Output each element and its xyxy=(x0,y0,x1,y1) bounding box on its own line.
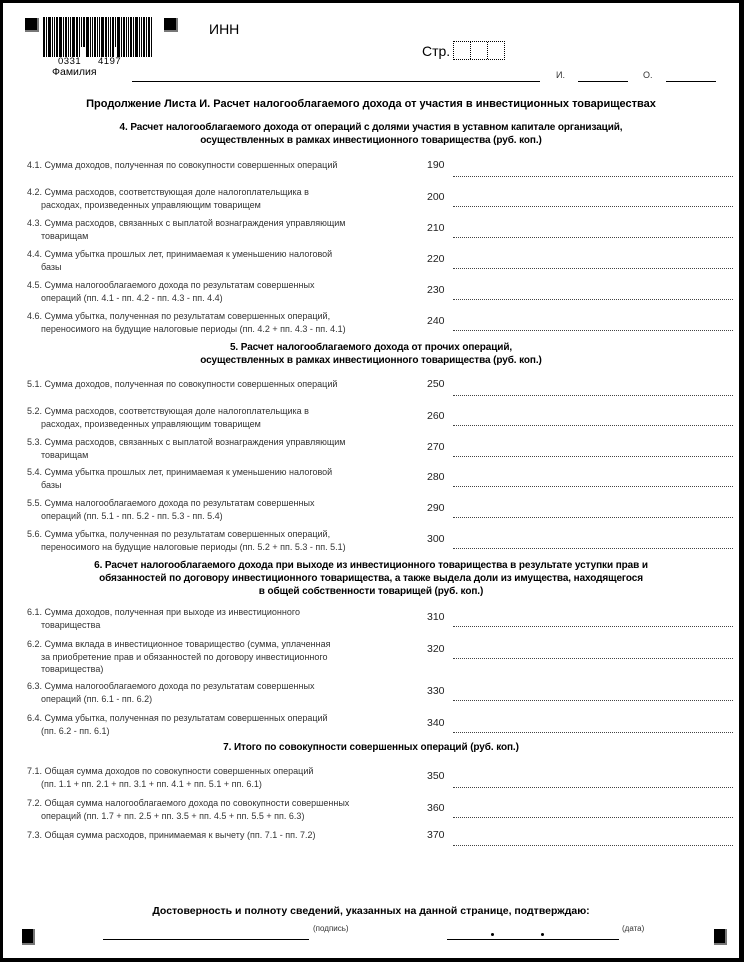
row-label-line: за приобретение прав и обязанностей по договору инвестиционного xyxy=(41,651,328,662)
form-row-270 xyxy=(3,436,739,466)
row-label xyxy=(27,528,397,553)
row-value-field[interactable] xyxy=(453,425,733,426)
barcode-digits-right: 4197 xyxy=(98,56,122,67)
row-label-line: 4.2. Сумма расходов, соответствующая доле налогоплательщика в xyxy=(27,187,309,197)
row-code: 340 xyxy=(427,717,445,729)
row-code: 220 xyxy=(427,253,445,265)
form-row-340 xyxy=(3,712,739,742)
row-label-line: 6.3. Сумма налогооблагаемого дохода по результатам совершенных xyxy=(27,681,315,691)
row-code: 200 xyxy=(427,191,445,203)
form-row-320 xyxy=(3,638,739,674)
row-value-field[interactable] xyxy=(453,845,733,846)
row-label-line: товарищества xyxy=(41,619,101,630)
row-value-field[interactable] xyxy=(453,206,733,207)
row-value-field[interactable] xyxy=(453,732,733,733)
date-separator-dot xyxy=(491,933,494,936)
row-code: 360 xyxy=(427,802,445,814)
row-label-line: (пп. 6.2 - пп. 6.1) xyxy=(41,725,110,736)
row-label-line: операций (пп. 5.1 - пп. 5.2 - пп. 5.3 - пп. 5.4) xyxy=(41,510,223,521)
row-code: 350 xyxy=(427,770,445,782)
date-field[interactable] xyxy=(447,939,619,940)
section-4-title xyxy=(3,121,739,147)
page-number-field[interactable] xyxy=(453,41,505,60)
form-row-350 xyxy=(3,765,739,795)
row-label-line: 4.1. Сумма доходов, полученная по совокупности совершенных операций xyxy=(27,160,338,170)
row-label xyxy=(27,797,397,822)
row-label-line: 4.6. Сумма убытка, полученная по результатам совершенных операций, xyxy=(27,311,331,321)
row-label xyxy=(27,712,397,737)
form-row-360 xyxy=(3,797,739,827)
row-code: 300 xyxy=(427,533,445,545)
row-value-field[interactable] xyxy=(453,548,733,549)
registration-marker-bottom-left xyxy=(22,929,35,945)
row-label-line: товарищества) xyxy=(41,664,104,674)
row-label-line: переносимого на будущие налоговые периоды (пп. 4.2 + пп. 4.3 - пп. 4.1) xyxy=(41,323,346,334)
date-label: (дата) xyxy=(622,924,645,933)
row-label xyxy=(27,765,397,790)
row-code: 230 xyxy=(427,284,445,296)
row-label-line: операций (пп. 1.7 + пп. 2.5 + пп. 3.5 + пп. 4.5 + пп. 5.5 + пп. 6.3) xyxy=(41,810,305,821)
registration-marker-bottom-right xyxy=(714,929,727,945)
row-label xyxy=(27,310,397,335)
row-code: 260 xyxy=(427,410,445,422)
row-label-line: 7.3. Общая сумма расходов, принимаемая к вычету (пп. 7.1 - пп. 7.2) xyxy=(27,830,316,840)
tax-form-page xyxy=(3,3,739,958)
row-label-line: операций (пп. 6.1 - пп. 6.2) xyxy=(41,693,153,704)
row-value-field[interactable] xyxy=(453,237,733,238)
date-separator-dot xyxy=(541,933,544,936)
row-label-line: 5.2. Сумма расходов, соответствующая доле налогоплательщика в xyxy=(27,406,309,416)
row-value-field[interactable] xyxy=(453,395,733,396)
row-label xyxy=(27,248,397,273)
row-label xyxy=(27,159,397,172)
row-code: 280 xyxy=(427,471,445,483)
row-code: 310 xyxy=(427,611,445,623)
row-label-line: базы xyxy=(41,479,62,490)
form-row-300 xyxy=(3,528,739,558)
form-row-220 xyxy=(3,248,739,278)
form-row-260 xyxy=(3,405,739,435)
row-value-field[interactable] xyxy=(453,330,733,331)
row-value-field[interactable] xyxy=(453,626,733,627)
row-label xyxy=(27,405,397,430)
registration-marker-top-left xyxy=(25,18,39,32)
form-row-370 xyxy=(3,829,739,859)
registration-marker-top-center xyxy=(164,18,178,32)
section-title-line: 6. Расчет налогооблагаемого дохода при выходе из инвестиционного товарищества в результате уступки прав и xyxy=(94,560,648,571)
name-initial-label: И. xyxy=(556,70,565,80)
signature-label: (подпись) xyxy=(313,924,349,933)
barcode-digits-left: 0331 xyxy=(58,56,82,67)
row-label-line: 5.1. Сумма доходов, полученная по совокупности совершенных операций xyxy=(27,379,338,389)
row-value-field[interactable] xyxy=(453,268,733,269)
name-initial-field[interactable] xyxy=(578,81,628,82)
row-label-line: 4.3. Сумма расходов, связанных с выплатой вознаграждения управляющим xyxy=(27,218,346,228)
form-row-310 xyxy=(3,606,739,636)
page-number-label: Стр. xyxy=(422,43,451,59)
row-label-line: товарищам xyxy=(41,449,89,460)
form-row-230 xyxy=(3,279,739,309)
row-label xyxy=(27,466,397,491)
row-value-field[interactable] xyxy=(453,787,733,788)
row-code: 370 xyxy=(427,829,445,841)
inn-label: ИНН xyxy=(209,21,240,37)
section-title-line: обязанностей по договору инвестиционного товарищества, а также выдела доли из имущества, находящегося xyxy=(99,573,643,584)
form-row-240 xyxy=(3,310,739,340)
row-label xyxy=(27,217,397,242)
section-title-line: в общей собственности товарищей (руб. коп.) xyxy=(258,586,484,597)
row-label xyxy=(27,186,397,211)
row-value-field[interactable] xyxy=(453,817,733,818)
row-value-field[interactable] xyxy=(453,658,733,659)
row-code: 270 xyxy=(427,441,445,453)
row-code: 210 xyxy=(427,222,445,234)
row-value-field[interactable] xyxy=(453,176,733,177)
confirmation-text: Достоверность и полноту сведений, указанных на данной странице, подтверждаю: xyxy=(152,905,590,917)
form-row-280 xyxy=(3,466,739,496)
row-label xyxy=(27,497,397,522)
row-label-line: 7.2. Общая сумма налогооблагаемого дохода по совокупности совершенных xyxy=(27,798,350,808)
row-code: 250 xyxy=(427,378,445,390)
row-label-line: 6.1. Сумма доходов, полученная при выходе из инвестиционного xyxy=(27,607,300,617)
row-label-line: 4.5. Сумма налогооблагаемого дохода по результатам совершенных xyxy=(27,280,315,290)
row-value-field[interactable] xyxy=(453,700,733,701)
surname-label: Фамилия xyxy=(52,66,97,78)
row-label xyxy=(27,378,397,391)
row-value-field[interactable] xyxy=(453,456,733,457)
form-row-210 xyxy=(3,217,739,247)
signature-field[interactable] xyxy=(103,939,309,940)
barcode xyxy=(43,17,158,57)
row-label-line: 7.1. Общая сумма доходов по совокупности совершенных операций xyxy=(27,766,314,776)
row-label xyxy=(27,279,397,304)
row-label-line: операций (пп. 4.1 - пп. 4.2 - пп. 4.3 - пп. 4.4) xyxy=(41,292,223,303)
row-label-line: базы xyxy=(41,261,62,272)
row-label-line: 5.4. Сумма убытка прошлых лет, принимаемая к уменьшению налоговой xyxy=(27,467,333,477)
row-label-line: 5.5. Сумма налогооблагаемого дохода по результатам совершенных xyxy=(27,498,315,508)
section-6-title xyxy=(3,559,739,598)
row-label-line: переносимого на будущие налоговые периоды (пп. 5.2 + пп. 5.3 - пп. 5.1) xyxy=(41,541,346,552)
row-label-line: 5.6. Сумма убытка, полученная по результатам совершенных операций, xyxy=(27,529,331,539)
row-label-line: 4.4. Сумма убытка прошлых лет, принимаемая к уменьшению налоговой xyxy=(27,249,333,259)
row-label xyxy=(27,606,397,631)
row-label-line: (пп. 1.1 + пп. 2.1 + пп. 3.1 + пп. 4.1 + пп. 5.1 + пп. 6.1) xyxy=(41,778,262,789)
section-title-line: 4. Расчет налогооблагаемого дохода от операций с долями участия в уставном капитале организаций, xyxy=(119,122,623,133)
form-row-190 xyxy=(3,159,739,189)
section-title-line: 7. Итого по совокупности совершенных операций (руб. коп.) xyxy=(223,742,519,753)
row-value-field[interactable] xyxy=(453,299,733,300)
row-code: 290 xyxy=(427,502,445,514)
form-row-290 xyxy=(3,497,739,527)
row-label-line: 5.3. Сумма расходов, связанных с выплатой вознаграждения управляющим xyxy=(27,437,346,447)
section-7-title xyxy=(3,741,739,754)
patronymic-initial-label: О. xyxy=(643,70,653,80)
form-row-200 xyxy=(3,186,739,216)
section-title-line: осуществленных в рамках инвестиционного товарищества (руб. коп.) xyxy=(200,135,542,146)
row-label-line: расходах, произведенных управляющим товарищем xyxy=(41,418,261,429)
row-label xyxy=(27,638,397,676)
row-label-line: товарищам xyxy=(41,230,89,241)
section-title-line: осуществленных в рамках инвестиционного товарищества (руб. коп.) xyxy=(200,355,542,366)
row-label-line: 6.2. Сумма вклада в инвестиционное товарищество (сумма, уплаченная xyxy=(27,639,331,649)
row-label xyxy=(27,829,397,842)
row-code: 320 xyxy=(427,643,445,655)
section-5-title xyxy=(3,341,739,367)
form-row-330 xyxy=(3,680,739,710)
row-value-field[interactable] xyxy=(453,517,733,518)
row-value-field[interactable] xyxy=(453,486,733,487)
row-label-line: расходах, произведенных управляющим товарищем xyxy=(41,199,261,210)
document-title: Продолжение Листа И. Расчет налогооблагаемого дохода от участия в инвестиционных товариществах xyxy=(86,98,656,110)
row-label xyxy=(27,680,397,705)
patronymic-initial-field[interactable] xyxy=(666,81,716,82)
form-row-250 xyxy=(3,378,739,408)
surname-field[interactable] xyxy=(132,81,540,82)
row-code: 240 xyxy=(427,315,445,327)
row-code: 190 xyxy=(427,159,445,171)
section-title-line: 5. Расчет налогооблагаемого дохода от прочих операций, xyxy=(229,342,513,353)
row-label-line: 6.4. Сумма убытка, полученная по результатам совершенных операций xyxy=(27,713,328,723)
row-code: 330 xyxy=(427,685,445,697)
row-label xyxy=(27,436,397,461)
